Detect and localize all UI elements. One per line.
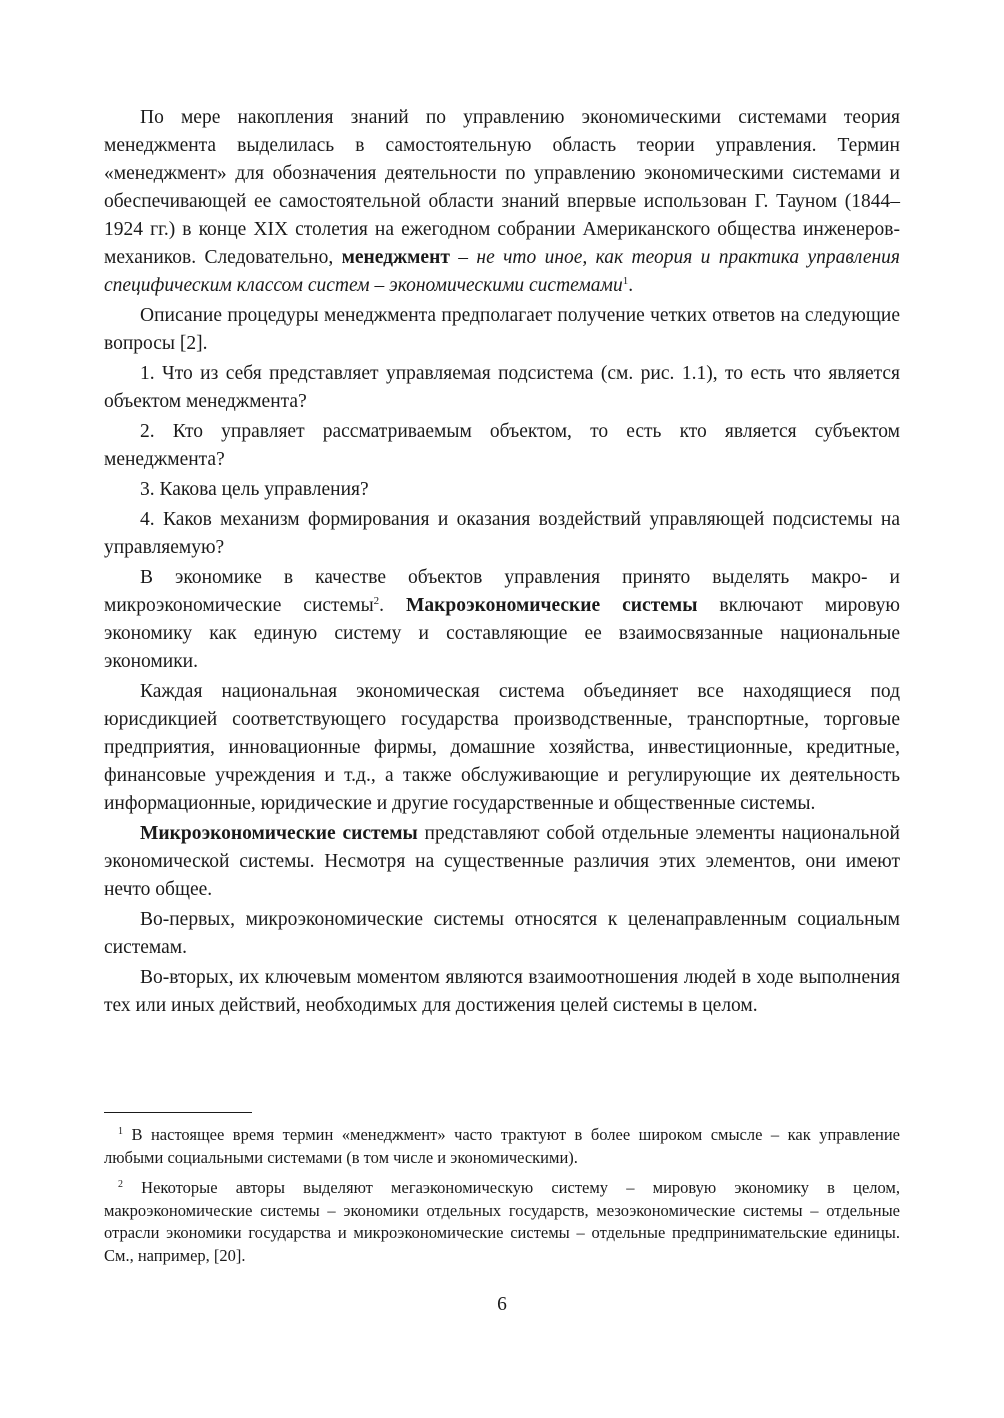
footnote-mark-1: 1: [118, 1126, 123, 1137]
footnotes: [104, 1124, 900, 1275]
footnote-ref-1: 1: [622, 275, 629, 287]
bold-term-micro: Микроэкономические системы: [140, 823, 418, 844]
paragraph-firstly: Во-первых, микроэкономические системы относятся к целенаправленным социальным системам.: [104, 909, 900, 958]
period: .: [628, 275, 634, 296]
paragraph-secondly: Во-вторых, их ключевым моментом являются взаимоотношения людей в ходе выполнения тех или иных действий, необходимых для достижения целей системы в целом.: [104, 967, 900, 1016]
separator: .: [379, 595, 406, 616]
footnote-1: [104, 1124, 900, 1169]
question-4: 4. Каков механизм формирования и оказания воздействий управляющей подсистемы на управляемую?: [104, 509, 900, 558]
paragraph-text: представляют собой отдельные элементы национальной экономической системы. Несмотря на существенные различия этих элементов, они имеют нечто общее.: [104, 823, 900, 900]
bold-term-macro: Макроэкономические системы: [406, 595, 698, 616]
paragraph-text: По мере накопления знаний по управлению экономическими системами теория менеджмента выделилась в самостоятельную область теории управления. Термин «менеджмент» для обозначения деятельности по управлению экономическими системами и обеспечивающей ее самостоятельной области знаний впервые использован Г. Тауном (1844–1924 гг.) в конце XIX столетия на ежегодном собрании Американского общества инженеров-механиков. Следовательно,: [104, 107, 900, 268]
paragraph-text: В экономике в качестве объектов управления принято выделять макро- и микроэкономические системы: [104, 567, 900, 616]
page-number: 6: [497, 1294, 507, 1315]
bold-term-management: менеджмент: [341, 247, 450, 268]
paragraph-national-system: Каждая национальная экономическая система объединяет все находящиеся под юрисдикцией соответствующего государства производственные, транспортные, торговые предприятия, инновационные фирмы, домашние хозяйства, инвестиционные, кредитные, финансовые учреждения и т.д., а также обслуживающие и регулирующие их деятельность информационные, юридические и другие государственные и общественные системы.: [104, 681, 900, 814]
paragraph-procedure: Описание процедуры менеджмента предполагает получение четких ответов на следующие вопросы [2].: [104, 305, 900, 354]
paragraph-macro-systems: [104, 564, 900, 676]
footnote-mark-2: 2: [118, 1179, 123, 1190]
footnote-text: В настоящее время термин «менеджмент» часто трактуют в более широком смысле – как управление любыми социальными системами (в том числе и экономическими).: [104, 1125, 900, 1167]
footnote-2: [104, 1177, 900, 1267]
question-3: 3. Какова цель управления?: [140, 479, 369, 500]
question-1: 1. Что из себя представляет управляемая подсистема (см. рис. 1.1), то есть что является объектом менеджмента?: [104, 363, 900, 412]
footnote-text: Некоторые авторы выделяют мегаэкономическую систему – мировую экономику в целом, макроэкономические системы – экономики отдельных государств, мезоэкономические системы – отдельные отрасли экономики государства и микроэкономические системы – отдельные предпринимательские единицы. См., например, [20].: [104, 1178, 900, 1265]
paragraph-management-definition: [104, 104, 900, 300]
body-text: [104, 104, 900, 1022]
paragraph-text: включают мировую экономику как единую систему и составляющие ее взаимосвязанные национальные экономики.: [104, 595, 900, 672]
italic-definition: не что иное, как теория и практика управления специфическим классом систем – экономическими системами: [104, 247, 900, 296]
question-2: 2. Кто управляет рассматриваемым объектом, то есть кто является субъектом менеджмента?: [104, 421, 900, 470]
footnote-divider: [104, 1112, 252, 1113]
paragraph-micro-systems: [104, 820, 900, 904]
footnote-ref-2: 2: [373, 595, 380, 607]
dash: –: [449, 247, 477, 268]
